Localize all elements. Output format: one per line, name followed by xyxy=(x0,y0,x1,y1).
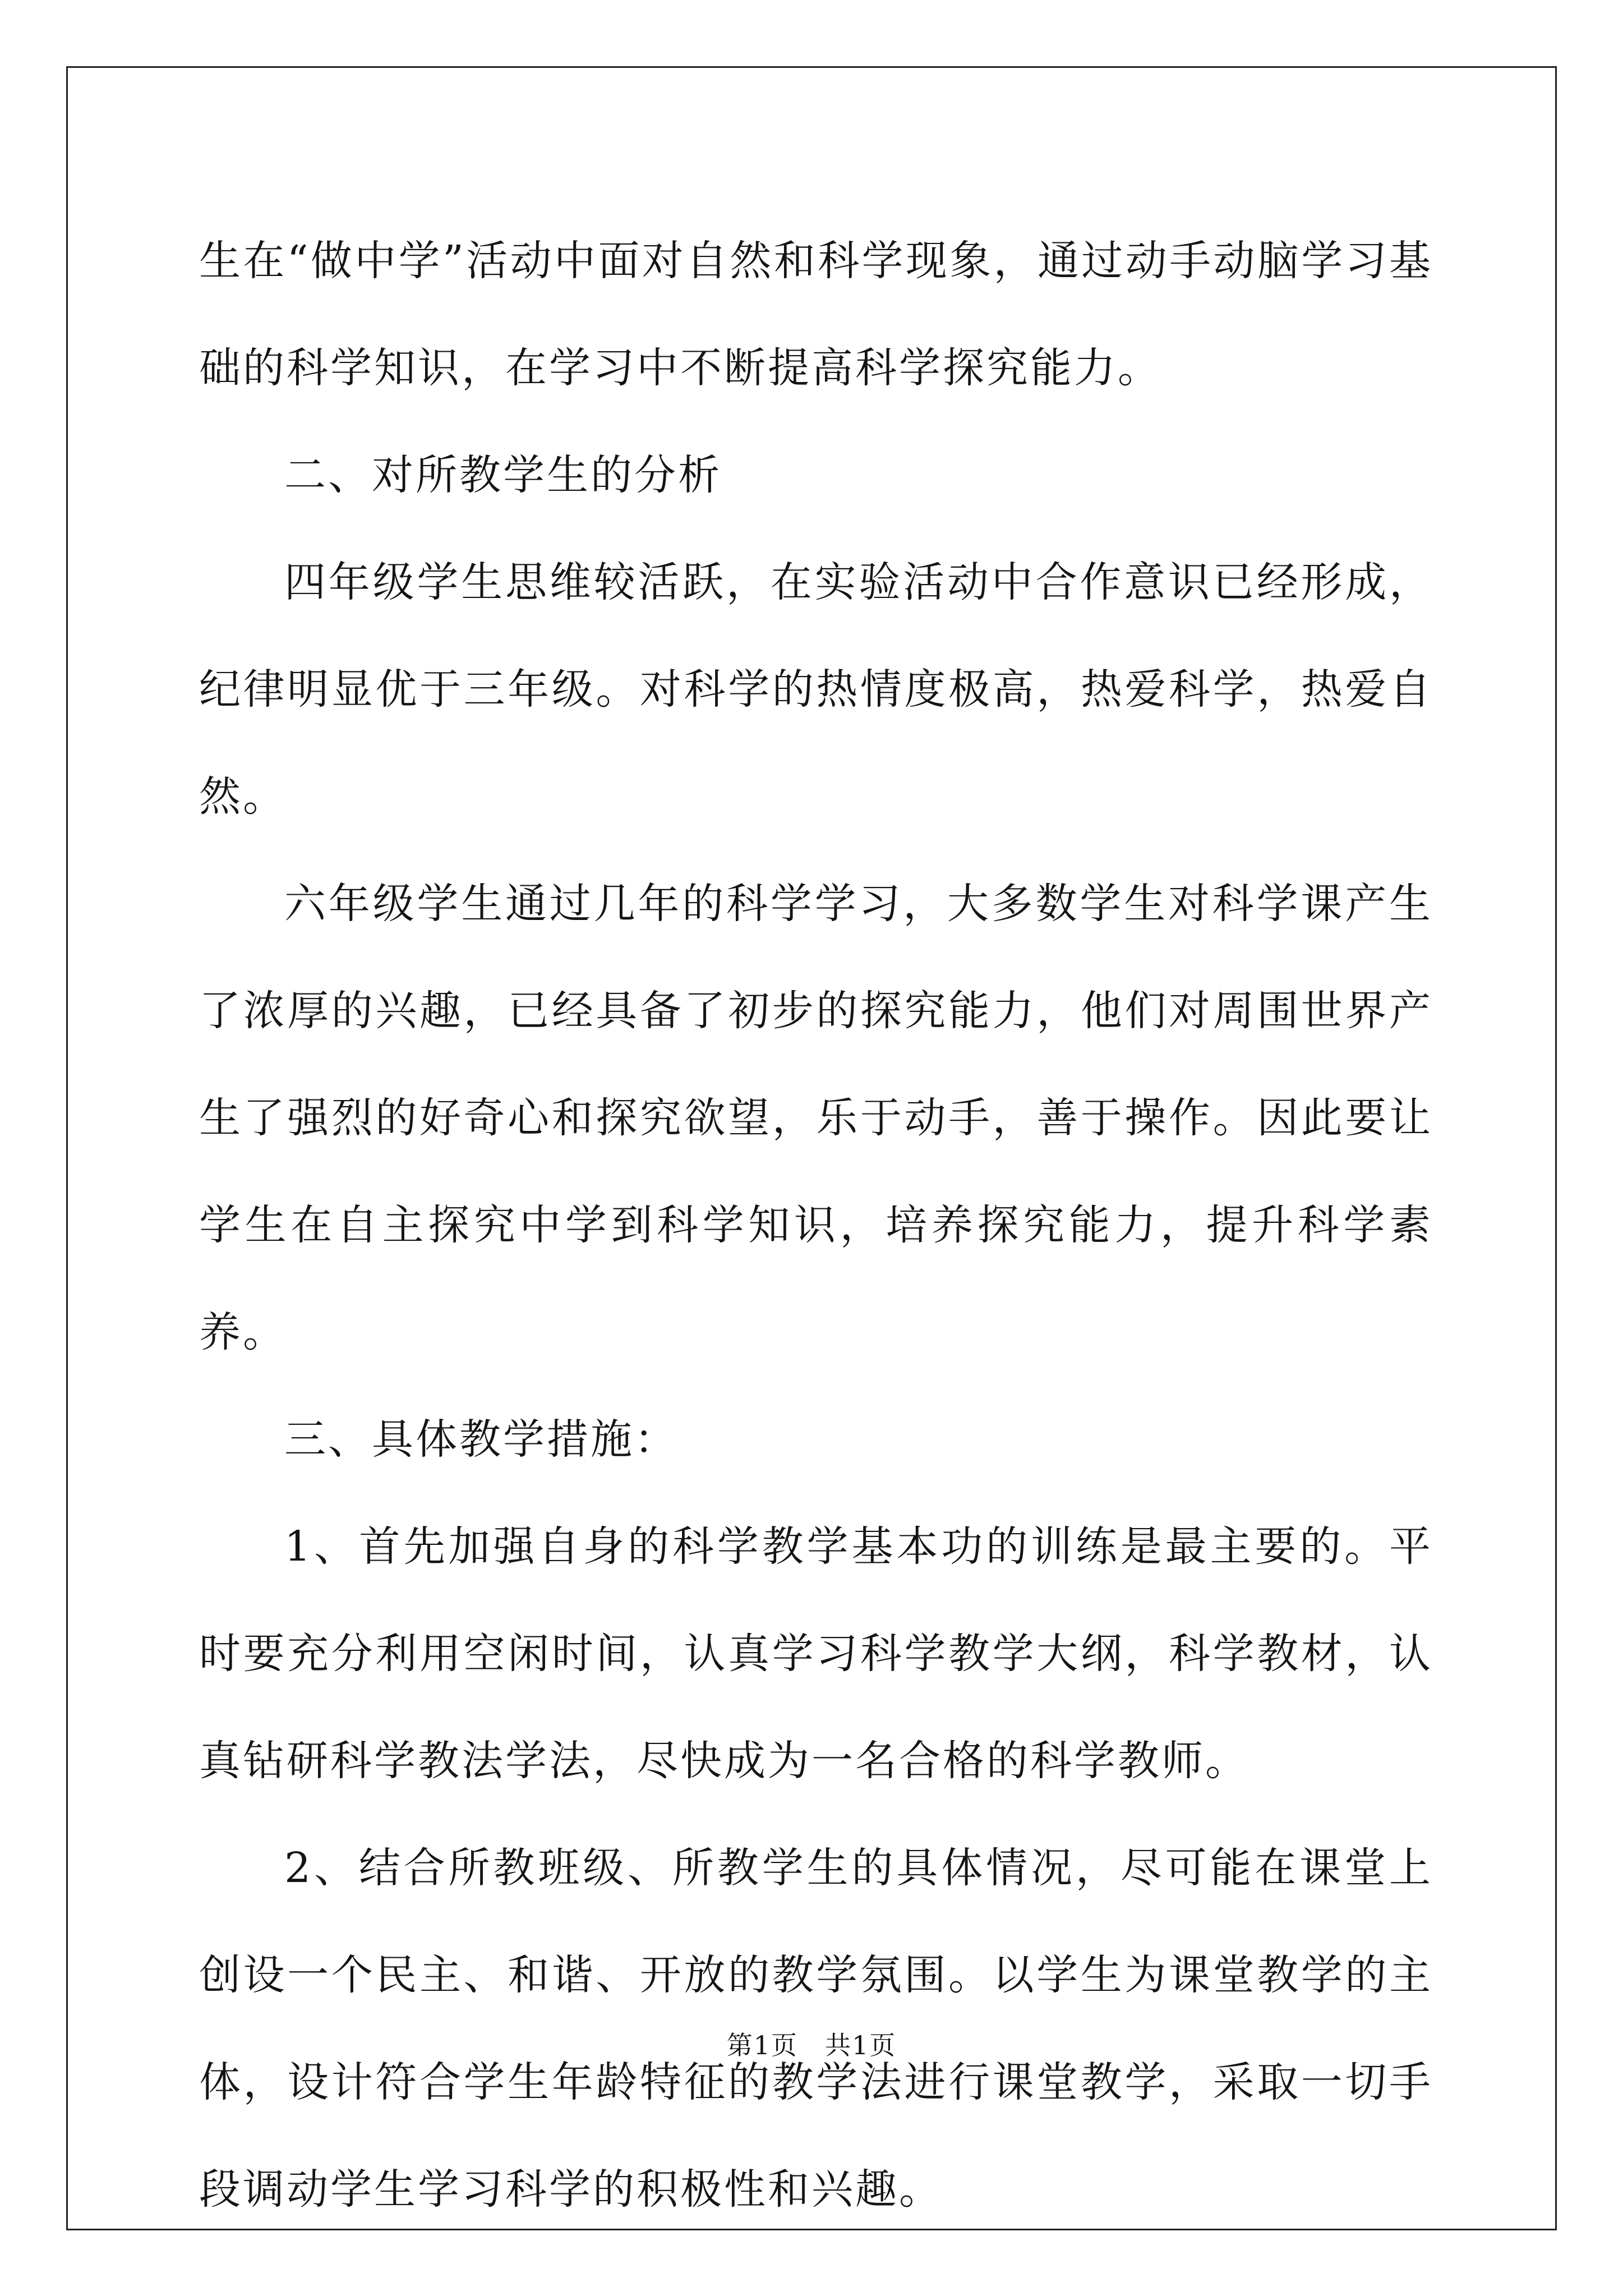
paragraph-continuation: 生在“做中学”活动中面对自然和科学现象，通过动手动脑学习基础的科学知识，在学习中不断提高科学探究能力。 xyxy=(199,237,1433,392)
paragraph-measure-1: 1、首先加强自身的科学教学基本功的训练是最主要的。平时要充分利用空闲时间，认真学习科学教学大纲，科学教材，认真钻研科学教法学法，尽快成为一名合格的科学教师。 xyxy=(199,1522,1433,1785)
page-number-footer: 第1页 共1页 xyxy=(726,2030,897,2060)
document-body xyxy=(199,208,1433,2243)
paragraph-grade-six: 六年级学生通过几年的科学学习，大多数学生对科学课产生了浓厚的兴趣，已经具备了初步的探究能力，他们对周围世界产生了强烈的好奇心和探究欲望，乐于动手，善于操作。因此要让学生在自主探究中学到科学知识，培养探究能力，提升科学素养。 xyxy=(199,880,1433,1356)
paragraph-measure-2: 2、结合所教班级、所教学生的具体情况，尽可能在课堂上创设一个民主、和谐、开放的教学氛围。以学生为课堂教学的主体，设计符合学生年龄特征的教学法进行课堂教学，采取一切手段调动学生学习科学的积极性和兴趣。 xyxy=(199,1844,1433,2214)
section-heading-teaching-measures: 三、具体教学措施： xyxy=(284,1415,678,1464)
paragraph-grade-four: 四年级学生思维较活跃，在实验活动中合作意识已经形成，纪律明显优于三年级。对科学的热情度极高，热爱科学，热爱自然。 xyxy=(199,558,1433,821)
section-heading-student-analysis: 二、对所教学生的分析 xyxy=(284,451,722,499)
